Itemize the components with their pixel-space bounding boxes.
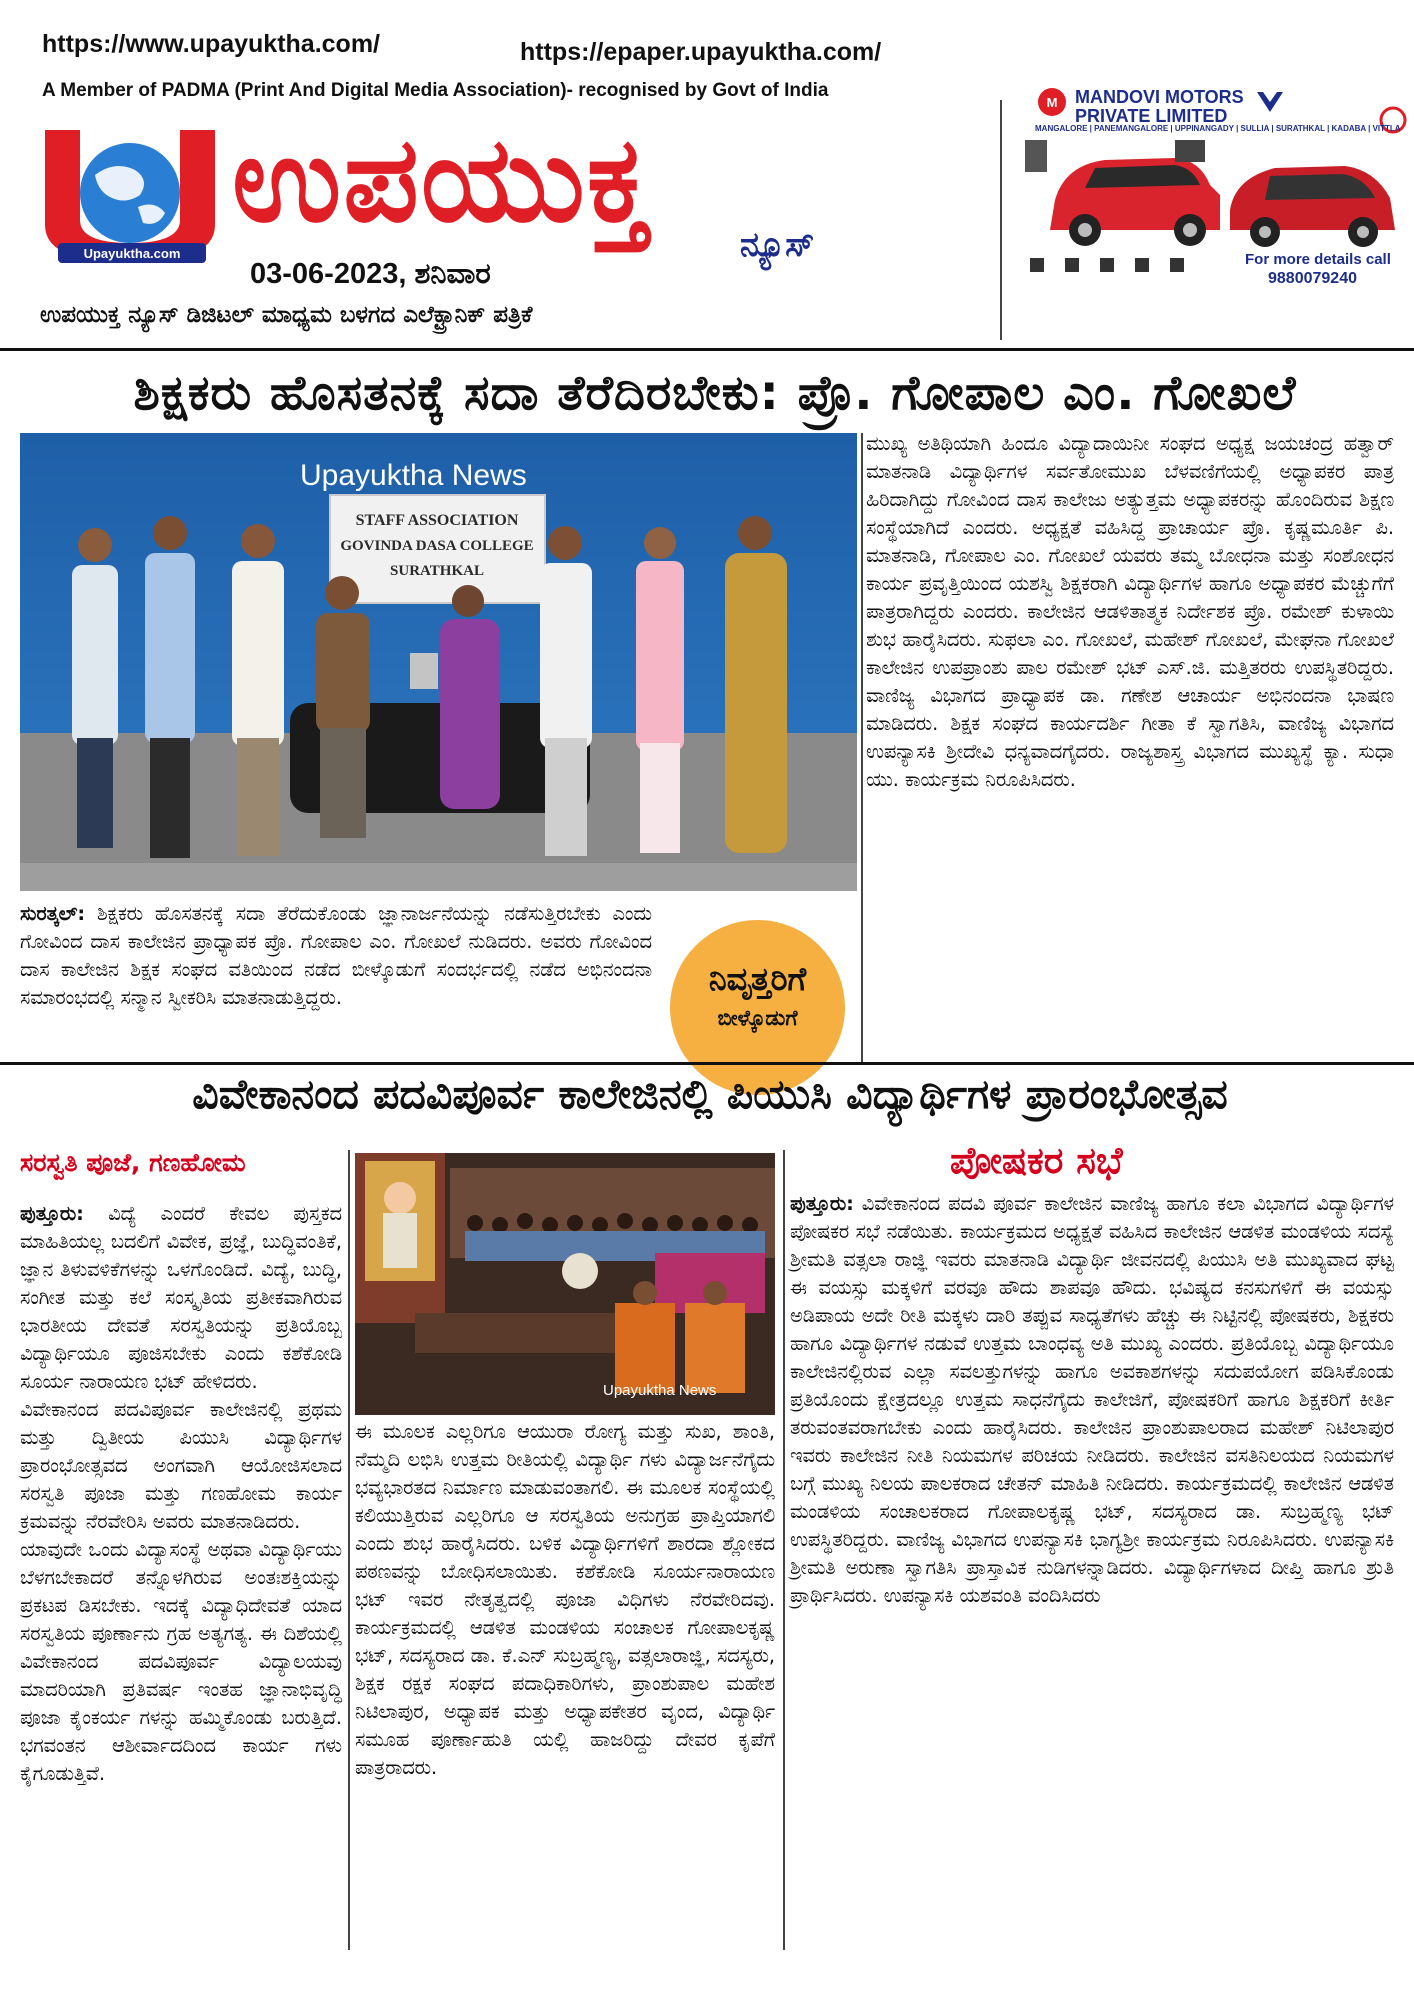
badge-line1: ನಿವೃತ್ತರಿಗೆ — [708, 960, 807, 998]
upayuktha-logo — [40, 125, 220, 265]
article2-col1-p2: ವಿವೇಕಾನಂದ ಪದವಿಪೂರ್ವ ಕಾಲೇಜಿನಲ್ಲಿ ಪ್ರಥಮ ಮತ್ತು ದ್ವಿತೀಯ ಪಿಯುಸಿ ವಿದ್ಯಾರ್ಥಿಗಳ ಪ್ರಾರಂಭೋತ್ಸವದ ಅಂಗವಾಗಿ ಆಯೋಜಿಸಲಾದ ಸರಸ್ವತಿ ಪೂಜಾ ಮತ್ತು ಗಣಹೋಮ ಕಾರ್ಯ ಕ್ರಮವನ್ನು ನೆರವೇರಿಸಿ ಅವರು ಮಾತನಾಡಿದರು. — [20, 1398, 342, 1533]
article2-subhead-left: ಸರಸ್ವತಿ ಪೂಜೆ, ಗಣಹೋಮ — [20, 1148, 246, 1177]
article2-photo — [355, 1153, 775, 1415]
ad-places: MANGALORE | PANEMANGALORE | UPPINANGADY | SULLIA | SURATHKAL | KADABA | VITTLA — [1035, 124, 1401, 133]
article1-headline: ಶಿಕ್ಷಕರು ಹೊಸತನಕ್ಕೆ ಸದಾ ತೆರೆದಿರಬೇಕು: ಪ್ರೊ. ಗೋಪಾಲ ಎಂ. ಗೋಖಲೆ — [133, 365, 1297, 421]
article2-place: ಪುತ್ತೂರು: — [20, 1202, 84, 1225]
issue-date: 03-06-2023, ಶನಿವಾರ — [250, 258, 491, 290]
header-rule — [0, 348, 1414, 351]
masthead-title: ಉಪಯುಕ್ತ — [232, 110, 652, 248]
ad-brand-line1: MANDOVI MOTORS — [1075, 87, 1244, 107]
ad-more-details: For more details call — [1245, 251, 1391, 268]
article2-column2: ಈ ಮೂಲಕ ಎಲ್ಲರಿಗೂ ಆಯುರಾ ರೋಗ್ಯ ಮತ್ತು ಸುಖ, ಶಾಂತಿ, ನೆಮ್ಮದಿ ಲಭಿಸಿ ಉತ್ತಮ ರೀತಿಯಲ್ಲಿ ವಿದ್ಯಾರ್ಥಿ ಗಳು ವಿದ್ಯಾರ್ಜನೆಗೈದು ಭವ್ಯಭಾರತದ ನಿರ್ಮಾಣ ಮಾಡುವಂತಾಗಲಿ. ಈ ಮೂಲಕ ಸಂಸ್ಥೆಯಲ್ಲಿ ಕಲಿಯುತ್ತಿರುವ ಎಲ್ಲರಿಗೂ ಆ ಸರಸ್ವತಿಯ ಅನುಗ್ರಹ ಪ್ರಾಪ್ತಿಯಾಗಲಿ ಎಂದು ಶುಭ ಹಾರೈಸಿದರು. ಬಳಿಕ ವಿದ್ಯಾರ್ಥಿಗಳಿಗೆ ಶಾರದಾ ಶ್ಲೋಕದ ಪಠಣವನ್ನು ಬೋಧಿಸಲಾಯಿತು. ಕಶೆಕೋಡಿ ಸೂರ್ಯನಾರಾಯಣ ಭಟ್ ಇವರ ನೇತೃತ್ವದಲ್ಲಿ ಪೂಜಾ ವಿಧಿಗಳು ನೆರವೇರಿದವು. ಕಾರ್ಯಕ್ರಮದಲ್ಲಿ ಆಡಳಿತ ಮಂಡಳಿಯ ಸಂಚಾಲಕ ಗೋಪಾಲಕೃಷ್ಣ ಭಟ್, ಸದಸ್ಯರಾದ ಡಾ. ಕೆ.ಎನ್ ಸುಬ್ರಹ್ಮಣ್ಯ, ವತ್ಸಲಾರಾಜ್ಞಿ, ಸದಸ್ಯರು, ಶಿಕ್ಷಕ ರಕ್ಷಕ ಸಂಘದ ಪದಾಧಿಕಾರಿಗಳು, ಪ್ರಾಂಶುಪಾಲ ಮಹೇಶ ನಿಟಿಲಾಪುರ, ಅಧ್ಯಾಪಕ ಮತ್ತು ಅಧ್ಯಾಪಕೇತರ ವೃಂದ, ವಿದ್ಯಾರ್ಥಿ ಸಮೂಹ ಪೂರ್ಣಾಹುತಿ ಯಲ್ಲಿ ಹಾಜರಿದ್ದು ದೇವರ ಕೃಪೆಗೆ ಪಾತ್ರರಾದರು. — [355, 1420, 775, 1779]
masthead-subtitle: ನ್ಯೂಸ್ — [740, 225, 815, 265]
article2-col3-place: ಪುತ್ತೂರು: — [790, 1192, 854, 1215]
article1-right-column: ಮುಖ್ಯ ಅತಿಥಿಯಾಗಿ ಹಿಂದೂ ವಿದ್ಯಾದಾಯಿನೀ ಸಂಘದ ಅಧ್ಯಕ್ಷ ಜಯಚಂದ್ರ ಹತ್ವಾರ್ ಮಾತನಾಡಿ ವಿದ್ಯಾರ್ಥಿಗಳ ಸರ್ವತೋಮುಖ ಬೆಳವಣಿಗೆಯಲ್ಲಿ ಅಧ್ಯಾಪಕರ ಪಾತ್ರ ಹಿರಿದಾಗಿದ್ದು ಗೋವಿಂದ ದಾಸ ಕಾಲೇಜು ಅತ್ಯುತ್ತಮ ಅಧ್ಯಾಪಕರನ್ನು ಹೊಂದಿರುವ ಶಿಕ್ಷಣ ಸಂಸ್ಥೆಯಾಗಿದೆ ಎಂದರು. ಅಧ್ಯಕ್ಷತೆ ವಹಿಸಿದ್ದ ಪ್ರಾಚಾರ್ಯ ಪ್ರೊ. ಕೃಷ್ಣಮೂರ್ತಿ ಪಿ. ಮಾತನಾಡಿ, ಗೋಪಾಲ ಎಂ. ಗೋಖಲೆ ಯವರು ತಮ್ಮ ಬೋಧನಾ ಮತ್ತು ಸಂಶೋಧನ ಕಾರ್ಯ ಪ್ರವೃತ್ತಿಯಿಂದ ಯಶಸ್ವಿ ಶಿಕ್ಷಕರಾಗಿ ವಿದ್ಯಾರ್ಥಿಗಳ ಹಾಗೂ ಅಧ್ಯಾಪಕರ ಮೆಚ್ಚುಗೆಗೆ ಪಾತ್ರರಾಗಿದ್ದರು ಎಂದರು. ಕಾಲೇಜಿನ ಆಡಳಿತಾತ್ಮಕ ನಿರ್ದೇಶಕ ಪ್ರೊ. ರಮೇಶ್ ಕುಳಾಯಿ ಶುಭ ಹಾರೈಸಿದರು. ಸುಫಲಾ ಎಂ. ಗೋಖಲೆ, ಮಹೇಶ್ ಗೋಖಲೆ, ಮೇಘನಾ ಗೋಖಲೆ ಕಾಲೇಜಿನ ಉಪಪ್ರಾಂಶು ಪಾಲ ರಮೇಶ್ ಭಟ್ ಎಸ್.ಜಿ. ಮತ್ತಿತರರು ಉಪಸ್ಥಿತರಿದ್ದರು. ವಾಣಿಜ್ಯ ವಿಭಾಗದ ಪ್ರಾಧ್ಯಾಪಕ ಡಾ. ಗಣೇಶ ಆಚಾರ್ಯ ಅಭಿನಂದನಾ ಭಾಷಣ ಮಾಡಿದರು. ಶಿಕ್ಷಕ ಸಂಘದ ಕಾರ್ಯದರ್ಶಿ ಗೀತಾ ಕೆ ಸ್ವಾಗತಿಸಿ, ವಾಣಿಜ್ಯ ವಿಭಾಗದ ಉಪನ್ಯಾಸಕಿ ಶ್ರೀದೇವಿ ಧನ್ಯವಾದಗೈದರು. ರಾಜ್ಯಶಾಸ್ತ್ರ ವಿಭಾಗದ ಮುಖ್ಯಸ್ಥೆ ಕ್ಯಾ. ಸುಧಾ ಯು. ಕಾರ್ಯಕ್ರಮ ನಿರೂಪಿಸಿದರು. — [866, 432, 1394, 791]
padma-member-line: A Member of PADMA (Print And Digital Media Association)- recognised by Govt of India — [42, 80, 829, 101]
badge-line2: ಬೀಳ್ಕೊಡುಗೆ — [717, 1006, 798, 1030]
banner-line2: GOVINDA DASA COLLEGE — [340, 538, 534, 554]
article2-column3 — [790, 1190, 1394, 1610]
article1-column-divider — [861, 433, 863, 1063]
section-rule — [0, 1062, 1414, 1065]
article1-caption-place: ಸುರತ್ಕಲ್: — [20, 902, 86, 925]
ad-brand-line2: PRIVATE LIMITED — [1075, 105, 1228, 126]
banner-line1: STAFF ASSOCIATION — [355, 512, 519, 529]
svg-text:M: M — [1046, 95, 1058, 110]
article1-caption — [20, 900, 652, 1012]
col1-divider — [348, 1150, 350, 1950]
col2-divider — [783, 1150, 785, 1950]
logo-text: Upayuktha.com — [83, 246, 181, 261]
banner-line3: SURATHKAL — [390, 563, 484, 579]
article2-subhead-right: ಪೋಷಕರ ಸಭೆ — [950, 1139, 1123, 1182]
article1-caption-text: ಶಿಕ್ಷಕರು ಹೊಸತನಕ್ಕೆ ಸದಾ ತೆರೆದುಕೊಂಡು ಜ್ಞಾನಾರ್ಜನೆಯನ್ನು ನಡೆಸುತ್ತಿರಬೇಕು ಎಂದು ಗೋವಿಂದ ದಾಸ ಕಾಲೇಜಿನ ಪ್ರಾಧ್ಯಾಪಕ ಪ್ರೊ. ಗೋಪಾಲ ಎಂ. ಗೋಖಲೆ ನುಡಿದರು. ಅವರು ಗೋವಿಂದ ದಾಸ ಕಾಲೇಜಿನ ಶಿಕ್ಷಕ ಸಂಘದ ವತಿಯಿಂದ ನಡೆದ ಬೀಳ್ಕೊಡುಗೆ ಸಂದರ್ಭದಲ್ಲಿ ನಡೆದ ಅಭಿನಂದನಾ ಸಮಾರಂಭದಲ್ಲಿ ಸನ್ಮಾನ ಸ್ವೀಕರಿಸಿ ಮಾತನಾಡುತ್ತಿದ್ದರು. — [20, 902, 652, 1009]
article2-headline: ವಿವೇಕಾನಂದ ಪದವಿಪೂರ್ವ ಕಾಲೇಜಿನಲ್ಲಿ ಪಿಯುಸಿ ವಿದ್ಯಾರ್ಥಿಗಳ ಪ್ರಾರಂಭೋತ್ಸವ — [192, 1070, 1228, 1118]
masthead-tagline: ಉಪಯುಕ್ತ ನ್ಯೂಸ್ ಡಿಜಿಟಲ್ ಮಾಧ್ಯಮ ಬಳಗದ ಎಲೆಕ್ಟ್ರಾನಿಕ್ ಪತ್ರಿಕೆ — [40, 302, 533, 328]
ad-phone[interactable]: 9880079240 — [1268, 270, 1357, 287]
photo2-watermark: Upayuktha News — [603, 1382, 717, 1399]
article2-col1-p3: ಯಾವುದೇ ಒಂದು ವಿದ್ಯಾಸಂಸ್ಥೆ ಅಥವಾ ವಿದ್ಯಾರ್ಥಿಯು ಬೆಳಗಬೇಕಾದರೆ ತನ್ನೊಳಗಿರುವ ಅಂತಃಶಕ್ತಿಯನ್ನು ಪ್ರಕಟಪ ಡಿಸಬೇಕು. ಇದಕ್ಕೆ ವಿದ್ಯಾಧಿದೇವತೆ ಯಾದ ಸರಸ್ವತಿಯ ಪೂರ್ಣಾನು ಗ್ರಹ ಅತ್ಯಗತ್ಯ. ಈ ದಿಶೆಯಲ್ಲಿ ವಿವೇಕಾನಂದ ಪದವಿಪೂರ್ವ ವಿದ್ಯಾಲಯವು ಮಾದರಿಯಾಗಿ ಪ್ರತಿವರ್ಷ ಇಂತಹ ಜ್ಞಾನಾಭಿವೃದ್ಧಿ ಪೂಜಾ ಕೈಂಕರ್ಯ ಗಳನ್ನು ಹಮ್ಮಿಕೊಂಡು ಬರುತ್ತಿದೆ. ಭಗವಂತನ ಆಶೀರ್ವಾದದಿಂದ ಕಾರ್ಯ ಗಳು ಕೈಗೂಡುತ್ತಿವೆ. — [20, 1538, 342, 1785]
header-divider — [1000, 100, 1002, 340]
photo1-watermark: Upayuktha News — [300, 459, 527, 492]
epaper-url[interactable]: https://epaper.upayuktha.com/ — [520, 38, 882, 66]
article2-column1 — [20, 1200, 342, 1788]
article1-photo — [20, 433, 857, 891]
ad-brand — [1075, 88, 1244, 126]
article2-col1-p1: ವಿದ್ಯೆ ಎಂದರೆ ಕೇವಲ ಪುಸ್ತಕದ ಮಾಹಿತಿಯಲ್ಲ ಬದಲಿಗೆ ವಿವೇಕ, ಪ್ರಜ್ಞೆ, ಬುದ್ಧಿವಂತಿಕೆ, ಜ್ಞಾನ ತಿಳುವಳಿಕೆಗಳನ್ನು ಒಳಗೊಂಡಿದೆ. ವಿದ್ಯೆ, ಬುದ್ಧಿ, ಸಂಗೀತ ಮತ್ತು ಕಲೆ ಸಂಸ್ಕೃತಿಯ ಪ್ರತೀಕವಾಗಿರುವ ಭಾರತೀಯ ದೇವತೆ ಸರಸ್ವತಿಯನ್ನು ಪ್ರತಿಯೊಬ್ಬ ವಿದ್ಯಾರ್ಥಿಯೂ ಪೂಜಿಸಬೇಕು ಎಂದು ಕಶೆಕೋಡಿ ಸೂರ್ಯ ನಾರಾಯಣ ಭಟ್ ಹೇಳಿದರು. — [20, 1202, 342, 1393]
article2-col3-text: ವಿವೇಕಾನಂದ ಪದವಿ ಪೂರ್ವ ಕಾಲೇಜಿನ ವಾಣಿಜ್ಯ ಹಾಗೂ ಕಲಾ ವಿಭಾಗದ ವಿದ್ಯಾರ್ಥಿಗಳ ಪೋಷಕರ ಸಭೆ ನಡೆಯಿತು. ಕಾರ್ಯಕ್ರಮದ ಅಧ್ಯಕ್ಷತೆ ವಹಿಸಿದ ಕಾಲೇಜಿನ ಆಡಳಿತ ಮಂಡಳಿಯ ಸದಸ್ಯೆ ಶ್ರೀಮತಿ ವತ್ಸಲಾ ರಾಜ್ಞಿ ಇವರು ಮಾತನಾಡಿ ವಿದ್ಯಾರ್ಥಿ ಜೀವನದಲ್ಲಿ ಪಿಯುಸಿ ಅತಿ ಮುಖ್ಯವಾದ ಘಟ್ಟ ಈ ವಯಸ್ಸು ಮಕ್ಕಳಿಗೆ ವರವೂ ಹೌದು ಶಾಪವೂ ಹೌದು. ಭವಿಷ್ಯದ ಕನಸುಗಳಿಗೆ ಈ ವಯಸ್ಸು ಅಡಿಪಾಯ ಅದೇ ರೀತಿ ಮಕ್ಕಳು ದಾರಿ ತಪ್ಪುವ ಸಾಧ್ಯತೆಗಳು ಹೆಚ್ಚು ಈ ನಿಟ್ಟಿನಲ್ಲಿ ಪೋಷಕರು, ಶಿಕ್ಷಕರು ಹಾಗೂ ವಿದ್ಯಾರ್ಥಿಗಳ ನಡುವೆ ಉತ್ತಮ ಬಾಂಧವ್ಯ ಅತಿ ಮುಖ್ಯ ಎಂದರು. ಪ್ರತಿಯೊಬ್ಬ ವಿದ್ಯಾರ್ಥಿಯೂ ಕಾಲೇಜಿನಲ್ಲಿರುವ ಎಲ್ಲಾ ಸವಲತ್ತುಗಳನ್ನು ಹಾಗೂ ಅವಕಾಶಗಳನ್ನು ಸದುಪಯೋಗ ಪಡಿಸಿಕೊಂಡು ಪ್ರತಿಯೊಂದು ಕ್ಷೇತ್ರದಲ್ಲೂ ಉತ್ತಮ ಸಾಧನೆಗೈದು ಕಾಲೇಜಿಗೆ, ಪೋಷಕರಿಗೆ ಹಾಗೂ ಶಿಕ್ಷಕರಿಗೆ ಕೀರ್ತಿ ತರುವಂತವರಾಗಬೇಕು ಎಂದು ಹಾರೈಸಿದರು. ಕಾಲೇಜಿನ ಪ್ರಾಂಶುಪಾಲರಾದ ಮಹೇಶ್ ನಿಟಿಲಾಪುರ ಇವರು ಕಾಲೇಜಿನ ನೀತಿ ನಿಯಮಗಳ ಪರಿಚಯ ನೀಡಿದರು. ಕಾಲೇಜಿನ ವಸತಿನಿಲಯದ ನಿಯಮಗಳ ಬಗ್ಗೆ ಮುಖ್ಯ ನಿಲಯ ಪಾಲಕರಾದ ಚೇತನ್ ಮಾಹಿತಿ ನೀಡಿದರು. ಕಾರ್ಯಕ್ರಮದಲ್ಲಿ ಕಾಲೇಜಿನ ಆಡಳಿತ ಮಂಡಳಿಯ ಸಂಚಾಲಕರಾದ ಗೋಪಾಲಕೃಷ್ಣ ಭಟ್, ಸದಸ್ಯರಾದ ಡಾ. ಸುಬ್ರಹ್ಮಣ್ಯ ಭಟ್ ಉಪಸ್ಥಿತರಿದ್ದರು. ವಾಣಿಜ್ಯ ವಿಭಾಗದ ಉಪನ್ಯಾಸಕಿ ಭಾಗ್ಯಶ್ರೀ ಕಾರ್ಯಕ್ರಮ ನಿರೂಪಿಸಿದರು. ಉಪನ್ಯಾಸಕಿ ಶ್ರೀಮತಿ ಅರುಣಾ ಸ್ವಾಗತಿಸಿ ಪ್ರಾಸ್ತಾವಿಕ ನುಡಿಗಳನ್ನಾಡಿದರು. ವಿದ್ಯಾರ್ಥಿಗಳಾದ ದೀಪ್ತಿ ಹಾಗೂ ಶ್ರುತಿ ಪ್ರಾರ್ಥಿಸಿದರು. ಉಪನ್ಯಾಸಕಿ ಯಶವಂತಿ ವಂದಿಸಿದರು — [790, 1192, 1394, 1607]
website-url[interactable]: https://www.upayuktha.com/ — [42, 30, 380, 58]
